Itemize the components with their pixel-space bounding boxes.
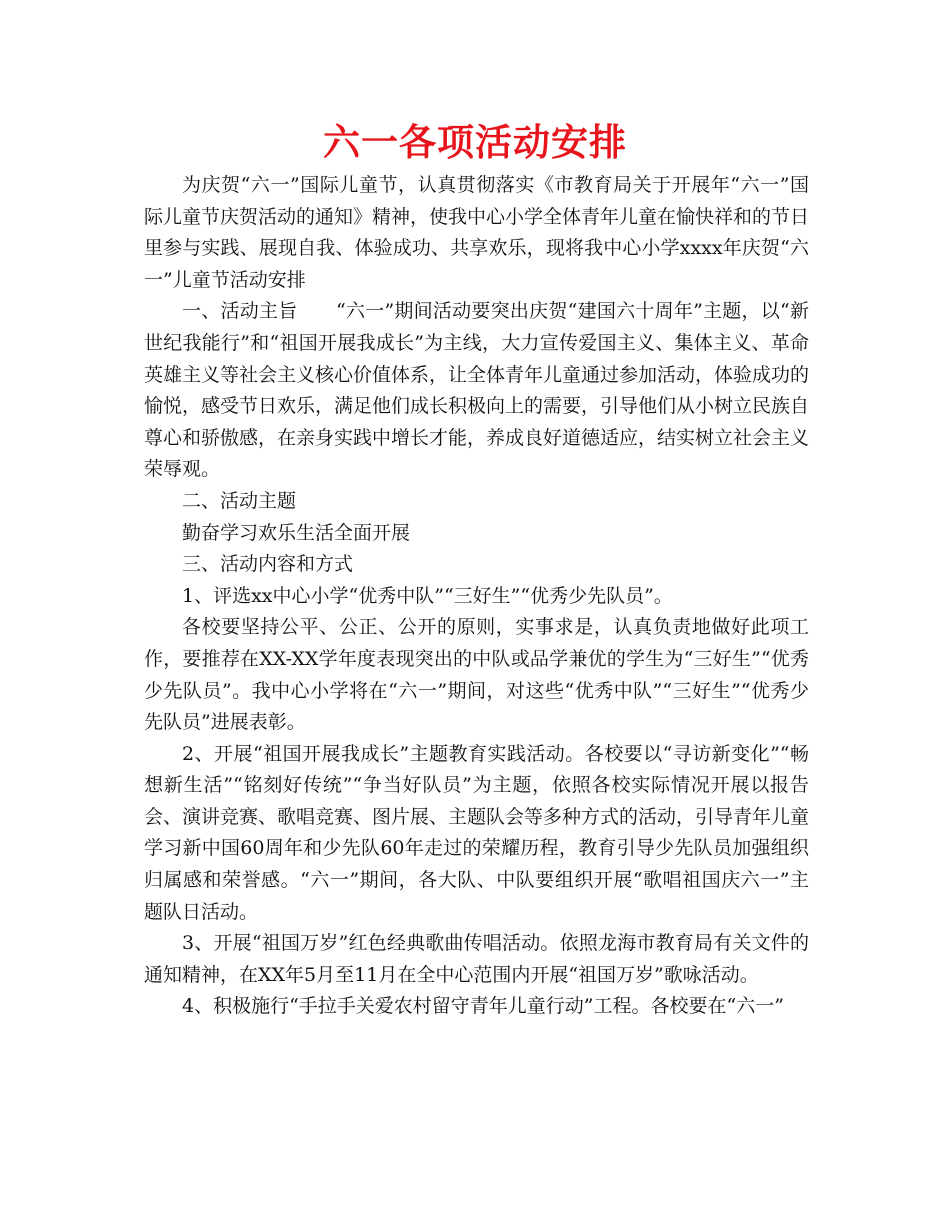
paragraph-intro: 为庆贺“六一”国际儿童节，认真贯彻落实《市教育局关于开展年“六一”国际儿童节庆贺活动的通知》精神，使我中心小学全体青年儿童在愉快祥和的节日里参与实践、展现自我、体验成功、共享欢乐，现将我中心小学xxxx年庆贺“六一”儿童节活动安排 bbox=[144, 174, 810, 291]
paragraph-item-1: 1、评选xx中心小学“优秀中队”“三好生”“优秀少先队员”。 bbox=[182, 584, 673, 607]
paragraph-item-4: 4、积极施行“手拉手关爱农村留守青年儿童行动”工程。各校要在“六一” bbox=[182, 995, 784, 1018]
paragraph-item-1-detail: 各校要坚持公平、公正、公开的原则，实事求是，认真负责地做好此项工作，要推荐在XX-XX学年度表现突出的中队或品学兼优的学生为“三好生”“优秀少先队员”。我中心小学将在“六一”期间，对这些“优秀中队”“三好生”“优秀少先队员”进展表彰。 bbox=[144, 616, 809, 734]
paragraph-section-3-heading: 三、活动内容和方式 bbox=[182, 553, 354, 576]
paragraph-theme: 勤奋学习欢乐生活全面开展 bbox=[182, 521, 411, 544]
paragraph-section-2-heading: 二、活动主题 bbox=[182, 489, 297, 512]
paragraph-item-3: 3、开展“祖国万岁”红色经典歌曲传唱活动。依照龙海市教育局有关文件的通知精神，在XX年5月至11月在全中心范围内开展“祖国万岁”歌咏活动。 bbox=[144, 932, 809, 986]
paragraph-item-2: 2、开展“祖国开展我成长”主题教育实践活动。各校要以“寻访新变化”“畅想新生活”“铭刻好传统”“争当好队员”为主题，依照各校实际情况开展以报告会、演讲竞赛、歌唱竞赛、图片展、主题队会等多种方式的活动，引导青年儿童学习新中国60周年和少先队60年走过的荣耀历程，教育引导少先队员加强组织归属感和荣誉感。“六一”期间，各大队、中队要组织开展“歌唱祖国庆六一”主题队日活动。 bbox=[144, 742, 810, 923]
document-title: 六一各项活动安排 bbox=[323, 121, 627, 164]
paragraph-section-1: 一、活动主旨 “六一”期间活动要突出庆贺“建国六十周年”主题，以“新世纪我能行”和“祖国开展我成长”为主线，大力宣传爱国主义、集体主义、革命英雄主义等社会主义核心价值体系，让全体青年儿童通过参加活动，体验成功的愉悦，感受节日欢乐，满足他们成长积极向上的需要，引导他们从小树立民族自尊心和骄傲感，在亲身实践中增长才能，养成良好道德适应，结实树立社会主义荣辱观。 bbox=[144, 300, 810, 481]
document-body bbox=[144, 170, 809, 1023]
